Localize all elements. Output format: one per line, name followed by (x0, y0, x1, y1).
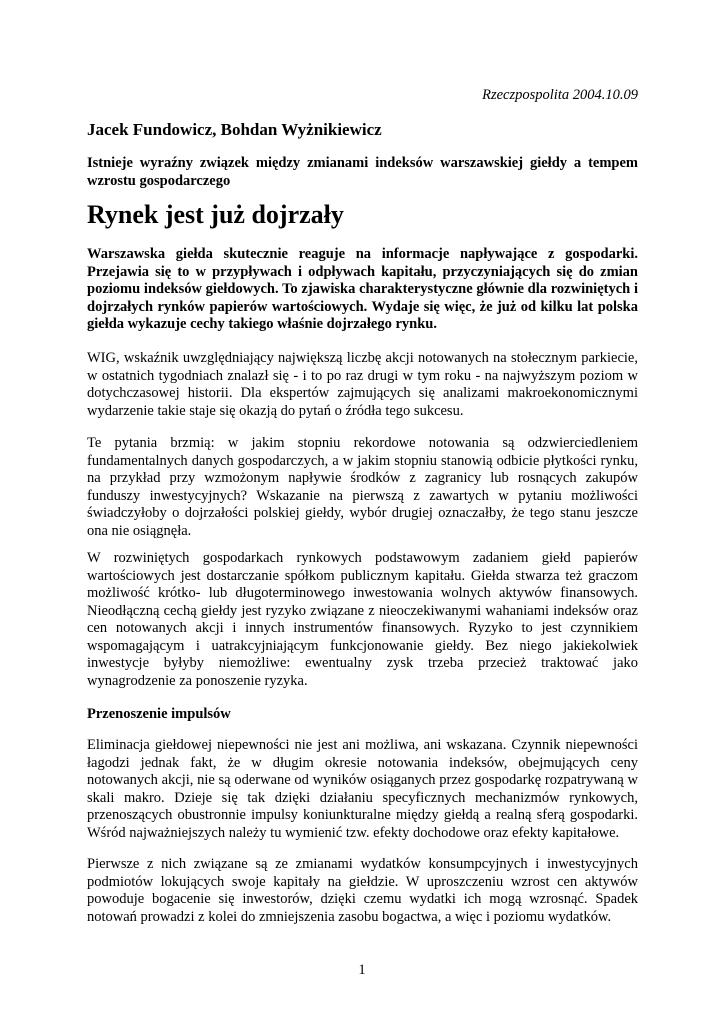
page-number: 1 (358, 962, 366, 978)
subtitle: Istnieje wyraźny związek między zmianami indeksów warszawskiej giełdy a tempem wzrostu gospodarczego (87, 155, 638, 189)
paragraph: WIG, wskaźnik uwzględniający największą liczbę akcji notowanych na stołecznym parkiecie, w ostatnich tygodniach znalazł się - i to po raz drugi w tym roku - na najwyższym poziom w dotychczasowej historii. Dla ekspertów zajmujących się analizami makroekonomicznymi wydarzenie takie staje się okazją do pytań o źródła tego sukcesu. (87, 350, 638, 419)
section-heading: Przenoszenie impulsów (87, 706, 231, 722)
paragraph: Eliminacja giełdowej niepewności nie jest ani możliwa, ani wskazana. Czynnik niepewności łagodzi jednak fakt, że w długim okresie notowania indeksów, obejmujących ceny notowanych akcji, nie są oderwane od wyników osiąganych przez gospodarkę rozpatrywaną w skali makro. Dzieje się tak dzięki działaniu specyficznych mechanizmów rynkowych, przenoszących obustronnie impulsy koniunkturalne między giełdą a realną sferą gospodarki. Wśród najważniejszych należy tu wymienić tzw. efekty dochodowe oraz efekty kapitałowe. (87, 737, 638, 841)
paragraph: Pierwsze z nich związane są ze zmianami wydatków konsumpcyjnych i inwestycyjnych podmiotów lokujących swoje kapitały na giełdzie. W uproszczeniu wzrost cen aktywów powoduje bogacenie się inwestorów, dzięki czemu wydatki ich mogą wzrosnąć. Spadek notowań prowadzi z kolei do zmniejszenia zasobu bogactwa, a więc i poziomu wydatków. (87, 856, 638, 925)
paragraph: Te pytania brzmią: w jakim stopniu rekordowe notowania są odzwierciedleniem fundamentalnych danych gospodarczych, a w jakim stopniu stanowią odbicie płytkości rynku, na przykład przy wzmożonym napływie środków z zagranicy lub rosnących zakupów funduszy inwestycyjnych? Wskazanie na pierwszą z zawartych w pytaniu możliwości świadczyłoby o dojrzałości polskiej giełdy, wybór drugiej oznaczałby, że tego stanu jeszcze ona nie osiągnęła. (87, 435, 638, 539)
article-title: Rynek jest już dojrzały (87, 200, 344, 229)
lead-paragraph: Warszawska giełda skutecznie reaguje na informacje napływające z gospodarki. Przejawia się to w przypływach i odpływach kapitału, przyczyniających się do zmian poziomu indeksów giełdowych. To zjawiska charakterystyczne głównie dla rozwiniętych i dojrzałych rynków papierów wartościowych. Wydaje się więc, że już od kilku lat polska giełda wykazuje cechy takiego właśnie dojrzałego rynku. (87, 246, 638, 332)
source-date: Rzeczpospolita 2004.10.09 (482, 87, 638, 103)
authors: Jacek Fundowicz, Bohdan Wyżnikiewicz (87, 120, 382, 139)
paragraph: W rozwiniętych gospodarkach rynkowych podstawowym zadaniem giełd papierów wartościowych jest dostarczanie spółkom publicznym kapitału. Giełda stwarza też graczom możliwość krótko- lub długoterminowego inwestowania wolnych aktywów finansowych. Nieodłączną cechą giełdy jest ryzyko związane z nieoczekiwanymi wahaniami indeksów oraz cen notowanych akcji i innych instrumentów finansowych. Ryzyko to jest czynnikiem wspomagającym i uatrakcyjniającym funkcjonowanie giełdy. Bez niego jakiekolwiek inwestycje byłyby niemożliwe: ewentualny zysk trzeba przecież traktować jako wynagrodzenie za ponoszenie ryzyka. (87, 550, 638, 689)
